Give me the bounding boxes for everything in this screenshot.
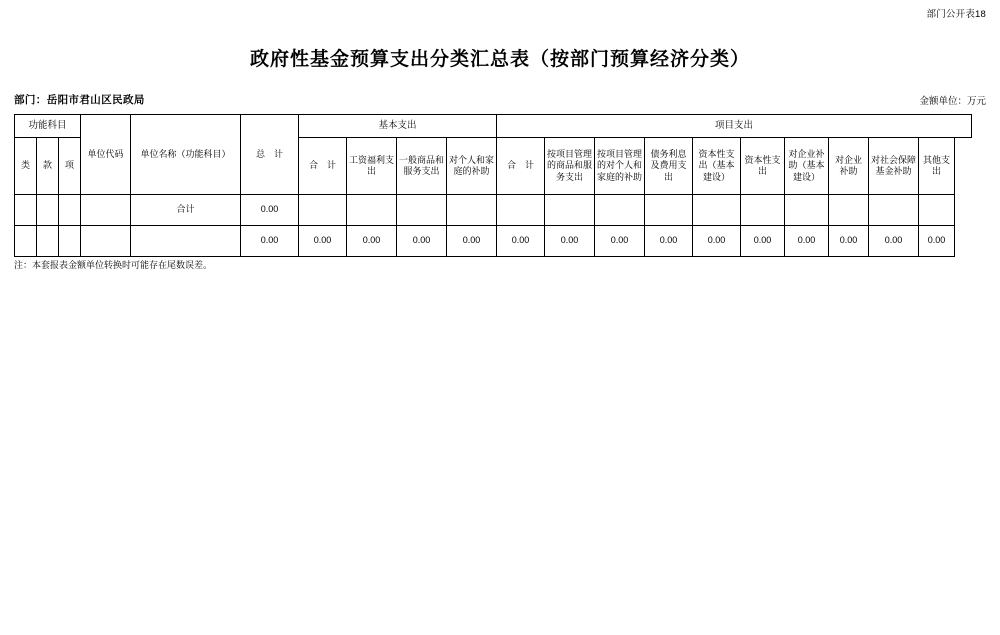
table-row	[15, 226, 972, 257]
cell-basic-3	[447, 195, 497, 226]
header-project-col-3: 债务利息及费用支出	[645, 138, 693, 195]
cell-project-1	[545, 195, 595, 226]
cell-unit-code	[81, 195, 131, 226]
cell-project-3	[645, 195, 693, 226]
cell-project-9: 0.00	[919, 226, 955, 257]
header-basic-col-2: 一般商品和服务支出	[397, 138, 447, 195]
cell-project-5: 0.00	[741, 226, 785, 257]
header-section: 款	[37, 138, 59, 195]
cell-unit-code	[81, 226, 131, 257]
cell-project-8: 0.00	[869, 226, 919, 257]
header-project-col-8: 对社会保障基金补助	[869, 138, 919, 195]
header-function-subject: 功能科目	[15, 115, 81, 138]
header-project-col-0: 合 计	[497, 138, 545, 195]
cell-project-4	[693, 195, 741, 226]
cell-project-4: 0.00	[693, 226, 741, 257]
header-basic-col-1: 工资福利支出	[347, 138, 397, 195]
cell-item	[59, 226, 81, 257]
meta-row	[14, 92, 986, 107]
cell-basic-2: 0.00	[397, 226, 447, 257]
budget-table	[14, 114, 972, 257]
cell-basic-1: 0.00	[347, 226, 397, 257]
cell-unit-name	[131, 226, 241, 257]
cell-class	[15, 195, 37, 226]
cell-project-6: 0.00	[785, 226, 829, 257]
cell-item	[59, 195, 81, 226]
cell-project-2	[595, 195, 645, 226]
header-unit-name: 单位名称（功能科目）	[131, 115, 241, 195]
cell-project-1: 0.00	[545, 226, 595, 257]
header-item: 项	[59, 138, 81, 195]
cell-basic-3: 0.00	[447, 226, 497, 257]
header-project-col-7: 对企业补助	[829, 138, 869, 195]
amount-unit-note: 金额单位：万元	[919, 96, 986, 107]
header-project-expenditure: 项目支出	[497, 115, 972, 138]
cell-project-0	[497, 195, 545, 226]
cell-basic-0: 0.00	[299, 226, 347, 257]
header-project-col-6: 对企业补助（基本建设）	[785, 138, 829, 195]
cell-project-2: 0.00	[595, 226, 645, 257]
table-header-row-1	[15, 115, 972, 138]
form-code-label: 部门公开表18	[926, 9, 986, 20]
header-basic-col-0: 合 计	[299, 138, 347, 195]
cell-project-5	[741, 195, 785, 226]
cell-project-3: 0.00	[645, 226, 693, 257]
header-project-col-4: 资本性支出（基本建设）	[693, 138, 741, 195]
department-prefix: 部门：	[14, 94, 47, 106]
cell-project-7	[829, 195, 869, 226]
header-total: 总 计	[241, 115, 299, 195]
header-project-col-9: 其他支出	[919, 138, 955, 195]
header-project-col-1: 按项目管理的商品和服务支出	[545, 138, 595, 195]
page-title: 政府性基金预算支出分类汇总表（按部门预算经济分类）	[249, 48, 750, 70]
header-project-col-2: 按项目管理的对个人和家庭的补助	[595, 138, 645, 195]
cell-class	[15, 226, 37, 257]
cell-basic-1	[347, 195, 397, 226]
footnote: 注：本套报表金额单位转换时可能存在尾数误差。	[14, 260, 213, 270]
cell-project-0: 0.00	[497, 226, 545, 257]
cell-project-6	[785, 195, 829, 226]
cell-total: 0.00	[241, 226, 299, 257]
header-basic-col-3: 对个人和家庭的补助	[447, 138, 497, 195]
cell-project-8	[869, 195, 919, 226]
cell-project-9	[919, 195, 955, 226]
cell-project-7: 0.00	[829, 226, 869, 257]
cell-section	[37, 195, 59, 226]
cell-section	[37, 226, 59, 257]
header-project-col-5: 资本性支出	[741, 138, 785, 195]
table-row	[15, 195, 972, 226]
cell-basic-0	[299, 195, 347, 226]
cell-basic-2	[397, 195, 447, 226]
department-label	[14, 92, 145, 107]
header-basic-expenditure: 基本支出	[299, 115, 497, 138]
header-unit-code: 单位代码	[81, 115, 131, 195]
cell-unit-name: 合计	[131, 195, 241, 226]
header-class: 类	[15, 138, 37, 195]
department-name: 岳阳市君山区民政局	[46, 94, 145, 106]
cell-total: 0.00	[241, 195, 299, 226]
